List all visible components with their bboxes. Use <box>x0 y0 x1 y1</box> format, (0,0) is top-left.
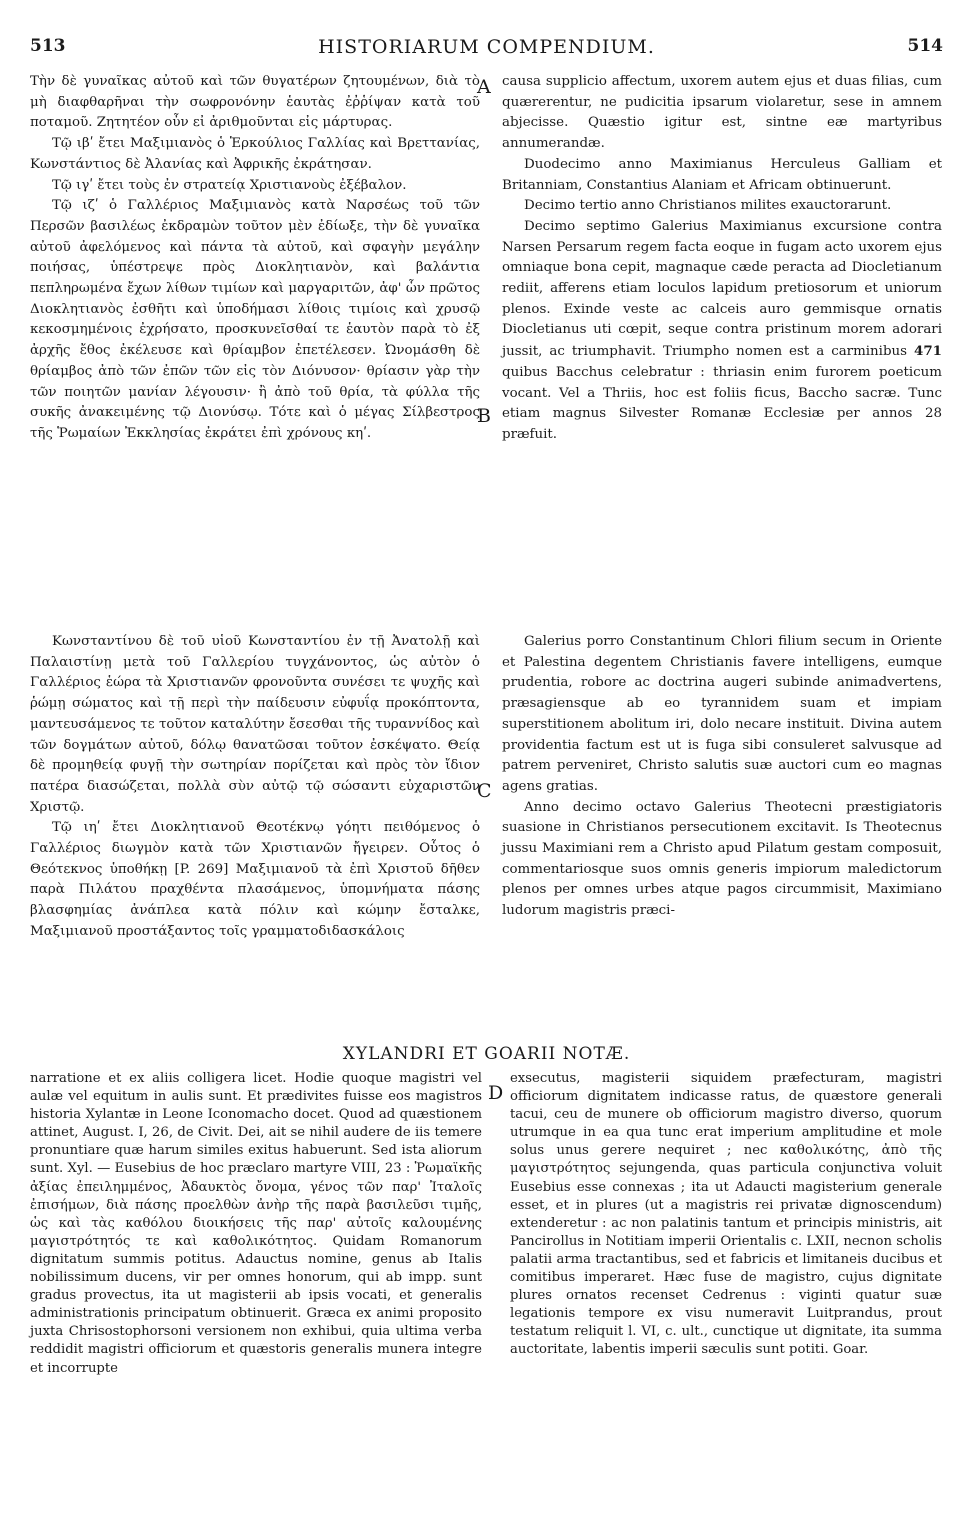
notes-column-left <box>30 1070 482 1378</box>
section-marker-d: D <box>488 1082 504 1104</box>
notes-text: exsecutus, magisterii siquidem præfecturam, magistri officiorum dignitatem indicasse ratus, de quæstore generali tacui, ceu de munere ob officiorum magistro diverso, quorum utrumque in ea qua tunc erat imperium amplitudine et mole solus unus gerere nequiret ; nec καθολικότης, ἀπὸ τῆς μαγιστρότητος sejungenda, quas particula conjunctiva voluit Eusebius esse connexas ; ita ut Adaucti magisterium generale esset, et in plures (ut a magistris rei privatæ dignoscendum) extenderetur : ac non palatinis tantum et principis ministris, ait Pancirollus in Notitiam imperii Orientalis c. LXII, necnon scholis palatii arma tractantibus, sed et fabricis et limitaneis ducibus et comitibus imperaret. Hæc fuse de magistro, cujus dignitate plures ornatos recenset Cedrenus : viginti quatur suæ legationis tempore ex visu numeravit Luitprandus, prout testatum reliquit l. VI, c. ult., cunctique ut dignitate, ita summa auctoritate, labentis imperii sæculis sunt potiti. Goar. <box>510 1071 942 1358</box>
latin-paragraph: Anno decimo octavo Galerius Theotecni præstigiatoris suasione in Christianos persecutionem excitavit. Is Theotecnus jussu Maximiani rem a Christo apud Pilatum gestam composuit, commentariosque suos omnis generis impiorum maledictorum plenos per omnes urbes atque pagos circummisit, Maximiano ludorum magistris præci- <box>502 799 942 919</box>
running-title: HISTORIARUM COMPENDIUM. <box>318 36 655 58</box>
greek-column-top <box>30 72 480 445</box>
greek-paragraph: Τῷ ιβʹ ἔτει Μαξιμιανὸς ὁ Ἑρκούλιος Γαλλίας καὶ Βρεττανίας, Κωνστάντιος δὲ Ἀλανίας καὶ Ἀφρικῆς ἐκράτησαν. <box>30 136 480 172</box>
notes-text: narratione et ex aliis colligera licet. Hodie quoque magistri vel aulæ vel equitum in aulis sunt. Et prædivites fuisse eos magistros historia Xylantæ in Leone Iconomacho docet. Quod ad quæstionem attinet, August. I, 26, de Civit. Dei, ait se nihil audere de iis temere pronuntiare quæ harum similes exitus habuerunt. Sed ista aliorum sunt. Xyl. — Eusebius de hoc præclaro martyre VIII, 23 : Ῥωμαϊκῆς ἀξίας ἐπειλημμένος, Ἀδαυκτὸς ὄνομα, γένος τῶν παρ' Ἰταλοῖς ἐπισήμων, διὰ πάσης προελθὼν ἀνὴρ τῆς παρὰ βασιλεῦσι τιμῆς, ὡς καὶ τὰς καθόλου διοικήσεις τῆς παρ' αὐτοῖς καλουμένης μαγιστρότητός τε καὶ καθολικότητος. Quidam Romanorum dignitatum summis potitus. Adauctus nomine, genus ab Italis nobilissimum ducens, vir per omnes honorum, qui ab impp. sunt gradus provectus, ita ut magisterii ab ipsis vocati, et generalis administrationis principatum obtinuerit. Græca ex animi proposito juxta Chrisostophorsoni versionem non exhibui, quia ultima verba reddidit magistri officiorum et quæstoris generalis munera integre et incorrupte <box>30 1071 482 1376</box>
page-reference: 471 <box>914 343 942 360</box>
section-marker-a: A <box>477 76 491 98</box>
latin-column-top <box>502 72 942 446</box>
latin-paragraph: causa supplicio affectum, uxorem autem ejus et duas filias, cum quærerentur, ne pudicitia ipsarum violaretur, sese in amnem abjecisse. Quæstio igitur est, sintne eæ martyribus annumerandæ. <box>502 74 942 152</box>
greek-paragraph: Τῷ ιηʹ ἔτει Διοκλητιανοῦ Θεοτέκνῳ γόητι πειθόμενος ὁ Γαλλέριος διωγμὸν κατὰ τῶν Χριστιανῶν ἤγειρεν. Οὗτος ὁ Θεότεκνος ὑποθήκῃ [P. 269] Μαξιμιανοῦ τὰ ἐπὶ Χριστοῦ δῆθεν παρὰ Πιλάτου πραχθέντα πλασάμενος, ὑπομνήματα πάσης βλασφημίας ἀνάπλεα κατὰ πόλιν καὶ κώμην ἔσταλκε, Μαξιμιανοῦ προστάξαντος τοῖς γραμματοδιδασκάλοις <box>30 820 480 939</box>
latin-paragraph <box>502 217 942 446</box>
greek-column-bottom <box>30 632 480 943</box>
latin-paragraph-text: quibus Bacchus celebratur : thriasin enim furorem poeticum vocant. Vel a Thriis, hoc est foliis ficus, Baccho sacræ. Tunc etiam magnus Silvester Romanæ Ecclesiæ per annos 28 præfuit. <box>502 364 942 442</box>
page-number-right: 514 <box>907 36 943 56</box>
latin-paragraph-text: Decimo septimo Galerius Maximianus excursione contra Narsen Persarum regem facta eoque in fugam acto uxorem ejus omniaque bona cepit, magnaque cæde peracta ad Diocletianum rediit, afferens etiam loculos lapidum pretiosorum et uniorum plenos. Exinde veste ac calceis auro gemmisque ornatis Diocletianus uti cœpit, seque contra pristinum morem adorari jussit, ac triumphavit. Triumpho nomen est a carminibus <box>502 218 942 360</box>
section-marker-b: B <box>477 405 491 427</box>
latin-paragraph: Duodecimo anno Maximianus Herculeus Galliam et Britanniam, Constantius Alaniam et Africam obtinuerunt. <box>502 156 942 193</box>
notes-heading: XYLANDRI ET GOARII NOTÆ. <box>342 1044 631 1064</box>
page-number-left: 513 <box>30 36 66 56</box>
notes-column-right <box>510 1070 942 1360</box>
latin-paragraph: Decimo tertio anno Christianos milites exauctorarunt. <box>524 198 892 214</box>
greek-paragraph: Τῷ ιζʹ ὁ Γαλλέριος Μαξιμιανὸς κατὰ Ναρσέως τοῦ τῶν Περσῶν βασιλέως ἐκδραμὼν τοῦτον μὲν ἐδίωξε, τὴν δὲ γυναῖκα αὐτοῦ ἀφελόμενος καὶ πάντα τὰ αὐτοῦ, καὶ σφαγὴν μεγάλην ποιήσας, ὑπέστρεψε πρὸς Διοκλητιανὸν, καὶ βαλάντια πεπληρωμένα ἔχων λίθων τιμίων καὶ μαργαριτῶν, ἀφ' ὧν πρῶτος Διοκλητιανὸς ἐσθῆτι καὶ ὑποδήμασι λίθοις τιμίοις καὶ χρυσῷ κεκοσμημένοις ἐχρήσατο, προσκυνεῖσθαί τε ἑαυτὸν παρὰ τὸ ἐξ ἀρχῆς ἔθος ἐκέλευσε καὶ θρίαμβον ἐπετέλεσεν. Ὠνομάσθη δὲ θρίαμβος ἀπὸ τῶν ἐπῶν τῶν εἰς τὸν Διόνυσον· θρίασιν γὰρ τὴν τῶν ποιητῶν μανίαν λέγουσιν· ἢ ἀπὸ τοῦ θρία, τὰ φύλλα τῆς συκῆς ἀνακειμένης τῷ Διονύσῳ. Τότε καὶ ὁ μέγας Σίλβεστρος τῆς Ῥωμαίων Ἐκκλησίας ἐκράτει ἐπὶ χρόνους κηʹ. <box>30 198 480 441</box>
section-marker-c: C <box>477 780 492 802</box>
greek-paragraph: Τὴν δὲ γυναῖκας αὐτοῦ καὶ τῶν θυγατέρων ζητουμένων, διὰ τὸ μὴ διαφθαρῆναι τὴν σωφρονόνην ἑαυτὰς ἐῤῥίψαν κατὰ τοῦ ποταμοῦ. Ζητητέον οὖν εἰ ἀριθμοῦνται εἰς μάρτυρας. <box>30 74 480 131</box>
greek-paragraph: Κωνσταντίνου δὲ τοῦ υἱοῦ Κωνσταντίου ἐν τῇ Ἀνατολῇ καὶ Παλαιστίνῃ μετὰ τοῦ Γαλλερίου τυγχάνοντος, ὡς αὐτὸν ὁ Γαλλέριος ἑώρα τὰ Χριστιανῶν φρονοῦντα συνέσει τε ψυχῆς καὶ ῥώμῃ σώματος καὶ τῇ περὶ τὴν παίδευσιν εὐφυΐᾳ προκόπτοντα, μαντευσάμενος τε τοῦτον καταλύτην ἔσεσθαι τῆς τυραννίδος καὶ τῶν δογμάτων αὐτοῦ, δόλῳ θανατῶσαι τοῦτον ἐσκέψατο. Θείᾳ δὲ προμηθείᾳ φυγῇ τὴν σωτηρίαν πορίζεται καὶ πρὸς τὸν ἴδιον πατέρα διασώζεται, πολλὰ σὺν αὐτῷ τῷ σώσαντι εὐχαριστῶν Χριστῷ. <box>30 634 480 815</box>
page-header <box>30 36 943 62</box>
latin-column-bottom <box>502 632 942 922</box>
greek-paragraph: Τῷ ιγʹ ἔτει τοὺς ἐν στρατείᾳ Χριστιανοὺς ἐξέβαλον. <box>52 177 407 193</box>
latin-paragraph: Galerius porro Constantinum Chlori filium secum in Oriente et Palestina degentem Christianis favere intelligens, eumque prudentia, robore ac doctrina augeri subinde animadvertens, præsagiensque ab eo tyrannidem suam et impiam superstitionem abolitum iri, dolo necare instituit. Divina autem providentia factum est ut is fuga sibi consuleret salvusque ad patrem perveniret, Christo salutis suæ auctori cum eo magnas agens gratias. <box>502 634 942 794</box>
